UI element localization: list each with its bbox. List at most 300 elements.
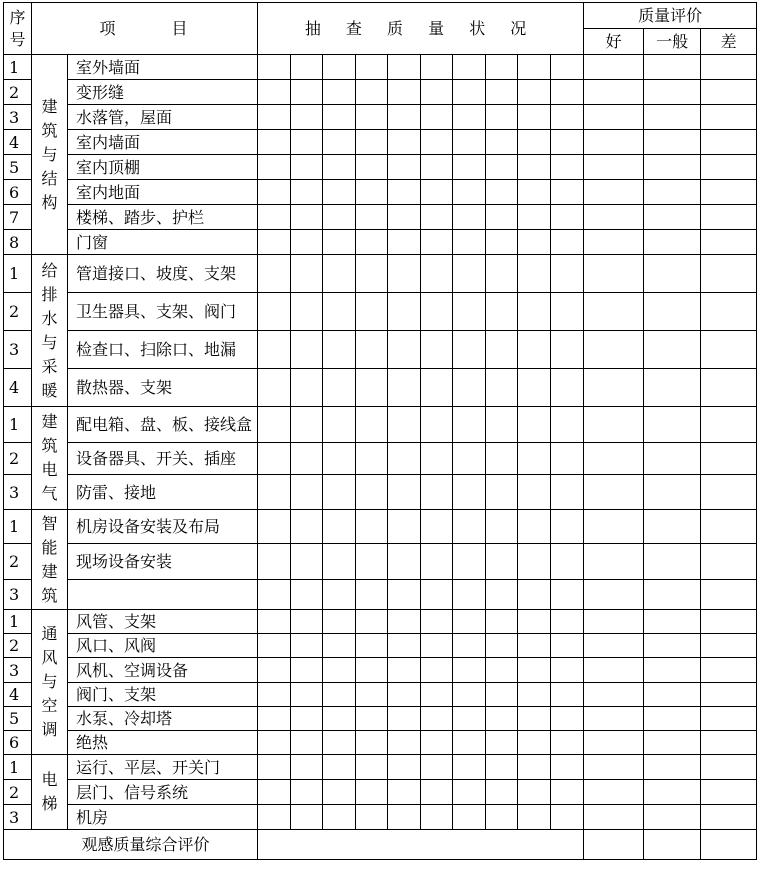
inspection-cell[interactable] <box>453 155 486 180</box>
inspection-cell[interactable] <box>453 634 486 658</box>
inspection-cell[interactable] <box>551 544 584 580</box>
inspection-cell[interactable] <box>453 544 486 580</box>
inspection-cell[interactable] <box>421 180 453 205</box>
inspection-cell[interactable] <box>486 544 518 580</box>
inspection-cell[interactable] <box>486 407 518 443</box>
inspection-cell[interactable] <box>388 293 421 331</box>
eval-poor-cell[interactable] <box>701 805 757 830</box>
inspection-cell[interactable] <box>453 580 486 610</box>
eval-poor-cell[interactable] <box>701 731 757 755</box>
inspection-cell[interactable] <box>291 780 323 805</box>
inspection-cell[interactable] <box>291 805 323 830</box>
inspection-cell[interactable] <box>518 331 551 369</box>
inspection-cell[interactable] <box>486 443 518 475</box>
inspection-cell[interactable] <box>323 580 356 610</box>
inspection-cell[interactable] <box>551 369 584 407</box>
inspection-cell[interactable] <box>258 510 291 544</box>
inspection-cell[interactable] <box>453 805 486 830</box>
inspection-cell[interactable] <box>453 407 486 443</box>
eval-average-cell[interactable] <box>644 205 701 230</box>
inspection-cell[interactable] <box>518 731 551 755</box>
inspection-cell[interactable] <box>388 105 421 130</box>
inspection-cell[interactable] <box>291 130 323 155</box>
eval-average-cell[interactable] <box>644 155 701 180</box>
inspection-cell[interactable] <box>291 205 323 230</box>
inspection-cell[interactable] <box>388 255 421 293</box>
inspection-cell[interactable] <box>258 443 291 475</box>
inspection-cell[interactable] <box>551 331 584 369</box>
inspection-cell[interactable] <box>388 580 421 610</box>
inspection-cell[interactable] <box>356 331 388 369</box>
inspection-cell[interactable] <box>486 805 518 830</box>
inspection-cell[interactable] <box>356 369 388 407</box>
inspection-cell[interactable] <box>258 55 291 80</box>
inspection-cell[interactable] <box>518 610 551 634</box>
inspection-cell[interactable] <box>388 230 421 255</box>
inspection-cell[interactable] <box>356 780 388 805</box>
inspection-cell[interactable] <box>421 407 453 443</box>
eval-poor-cell[interactable] <box>701 130 757 155</box>
eval-good-cell[interactable] <box>584 407 644 443</box>
inspection-cell[interactable] <box>258 369 291 407</box>
inspection-cell[interactable] <box>258 731 291 755</box>
eval-good-cell[interactable] <box>584 130 644 155</box>
inspection-cell[interactable] <box>258 205 291 230</box>
inspection-cell[interactable] <box>551 205 584 230</box>
inspection-cell[interactable] <box>421 610 453 634</box>
eval-average-cell[interactable] <box>644 731 701 755</box>
inspection-cell[interactable] <box>388 407 421 443</box>
eval-average-cell[interactable] <box>644 683 701 707</box>
inspection-cell[interactable] <box>388 634 421 658</box>
inspection-cell[interactable] <box>486 580 518 610</box>
inspection-cell[interactable] <box>486 610 518 634</box>
inspection-cell[interactable] <box>356 155 388 180</box>
eval-good-cell[interactable] <box>584 331 644 369</box>
inspection-cell[interactable] <box>356 80 388 105</box>
eval-good-cell[interactable] <box>584 683 644 707</box>
eval-average-cell[interactable] <box>644 610 701 634</box>
inspection-cell[interactable] <box>258 683 291 707</box>
inspection-cell[interactable] <box>453 707 486 731</box>
inspection-cell[interactable] <box>486 658 518 683</box>
inspection-cell[interactable] <box>258 580 291 610</box>
eval-average-cell[interactable] <box>644 105 701 130</box>
inspection-cell[interactable] <box>356 634 388 658</box>
inspection-cell[interactable] <box>323 331 356 369</box>
inspection-cell[interactable] <box>291 755 323 780</box>
eval-good-cell[interactable] <box>584 180 644 205</box>
inspection-cell[interactable] <box>486 155 518 180</box>
inspection-cell[interactable] <box>518 634 551 658</box>
inspection-cell[interactable] <box>551 580 584 610</box>
inspection-cell[interactable] <box>486 105 518 130</box>
inspection-cell[interactable] <box>486 80 518 105</box>
inspection-cell[interactable] <box>323 105 356 130</box>
eval-poor-cell[interactable] <box>701 407 757 443</box>
inspection-cell[interactable] <box>356 475 388 510</box>
eval-average-cell[interactable] <box>644 780 701 805</box>
eval-good-cell[interactable] <box>584 155 644 180</box>
summary-average-cell[interactable] <box>644 830 701 860</box>
summary-poor-cell[interactable] <box>701 830 757 860</box>
eval-good-cell[interactable] <box>584 755 644 780</box>
inspection-cell[interactable] <box>388 510 421 544</box>
eval-good-cell[interactable] <box>584 805 644 830</box>
inspection-cell[interactable] <box>388 155 421 180</box>
eval-poor-cell[interactable] <box>701 443 757 475</box>
inspection-cell[interactable] <box>453 369 486 407</box>
eval-poor-cell[interactable] <box>701 80 757 105</box>
inspection-cell[interactable] <box>323 707 356 731</box>
inspection-cell[interactable] <box>388 683 421 707</box>
inspection-cell[interactable] <box>486 731 518 755</box>
inspection-cell[interactable] <box>258 805 291 830</box>
eval-poor-cell[interactable] <box>701 510 757 544</box>
inspection-cell[interactable] <box>453 331 486 369</box>
inspection-cell[interactable] <box>551 755 584 780</box>
inspection-cell[interactable] <box>388 130 421 155</box>
inspection-cell[interactable] <box>518 683 551 707</box>
inspection-cell[interactable] <box>486 331 518 369</box>
inspection-cell[interactable] <box>551 731 584 755</box>
inspection-cell[interactable] <box>291 155 323 180</box>
eval-good-cell[interactable] <box>584 255 644 293</box>
inspection-cell[interactable] <box>518 443 551 475</box>
inspection-cell[interactable] <box>291 407 323 443</box>
inspection-cell[interactable] <box>486 707 518 731</box>
inspection-cell[interactable] <box>258 707 291 731</box>
inspection-cell[interactable] <box>291 634 323 658</box>
inspection-cell[interactable] <box>356 130 388 155</box>
inspection-cell[interactable] <box>291 80 323 105</box>
inspection-cell[interactable] <box>453 293 486 331</box>
inspection-cell[interactable] <box>551 155 584 180</box>
eval-good-cell[interactable] <box>584 105 644 130</box>
eval-average-cell[interactable] <box>644 475 701 510</box>
eval-average-cell[interactable] <box>644 707 701 731</box>
inspection-cell[interactable] <box>421 80 453 105</box>
eval-poor-cell[interactable] <box>701 780 757 805</box>
inspection-cell[interactable] <box>518 255 551 293</box>
inspection-cell[interactable] <box>258 255 291 293</box>
eval-good-cell[interactable] <box>584 510 644 544</box>
inspection-cell[interactable] <box>421 155 453 180</box>
inspection-cell[interactable] <box>421 707 453 731</box>
eval-average-cell[interactable] <box>644 255 701 293</box>
inspection-cell[interactable] <box>551 707 584 731</box>
inspection-cell[interactable] <box>421 369 453 407</box>
eval-good-cell[interactable] <box>584 369 644 407</box>
inspection-cell[interactable] <box>258 331 291 369</box>
inspection-cell[interactable] <box>421 755 453 780</box>
inspection-cell[interactable] <box>291 707 323 731</box>
eval-average-cell[interactable] <box>644 805 701 830</box>
inspection-cell[interactable] <box>453 610 486 634</box>
inspection-cell[interactable] <box>291 105 323 130</box>
inspection-cell[interactable] <box>356 105 388 130</box>
eval-poor-cell[interactable] <box>701 658 757 683</box>
inspection-cell[interactable] <box>551 610 584 634</box>
eval-average-cell[interactable] <box>644 658 701 683</box>
inspection-cell[interactable] <box>356 731 388 755</box>
inspection-cell[interactable] <box>453 683 486 707</box>
inspection-cell[interactable] <box>258 130 291 155</box>
summary-good-cell[interactable] <box>584 830 644 860</box>
inspection-cell[interactable] <box>518 658 551 683</box>
inspection-cell[interactable] <box>486 55 518 80</box>
inspection-cell[interactable] <box>388 180 421 205</box>
inspection-cell[interactable] <box>518 475 551 510</box>
inspection-cell[interactable] <box>323 255 356 293</box>
eval-good-cell[interactable] <box>584 80 644 105</box>
inspection-cell[interactable] <box>356 230 388 255</box>
eval-poor-cell[interactable] <box>701 55 757 80</box>
inspection-cell[interactable] <box>486 475 518 510</box>
inspection-cell[interactable] <box>258 293 291 331</box>
inspection-cell[interactable] <box>421 731 453 755</box>
inspection-cell[interactable] <box>323 180 356 205</box>
inspection-cell[interactable] <box>518 230 551 255</box>
inspection-cell[interactable] <box>323 683 356 707</box>
inspection-cell[interactable] <box>421 205 453 230</box>
inspection-cell[interactable] <box>551 443 584 475</box>
eval-poor-cell[interactable] <box>701 707 757 731</box>
inspection-cell[interactable] <box>518 544 551 580</box>
inspection-cell[interactable] <box>258 155 291 180</box>
inspection-cell[interactable] <box>421 331 453 369</box>
eval-good-cell[interactable] <box>584 658 644 683</box>
eval-average-cell[interactable] <box>644 407 701 443</box>
eval-poor-cell[interactable] <box>701 580 757 610</box>
inspection-cell[interactable] <box>518 180 551 205</box>
inspection-cell[interactable] <box>388 731 421 755</box>
inspection-cell[interactable] <box>323 755 356 780</box>
inspection-cell[interactable] <box>323 634 356 658</box>
eval-average-cell[interactable] <box>644 510 701 544</box>
inspection-cell[interactable] <box>551 634 584 658</box>
inspection-cell[interactable] <box>323 443 356 475</box>
inspection-cell[interactable] <box>258 755 291 780</box>
eval-good-cell[interactable] <box>584 205 644 230</box>
inspection-cell[interactable] <box>323 658 356 683</box>
inspection-cell[interactable] <box>323 510 356 544</box>
inspection-cell[interactable] <box>518 510 551 544</box>
inspection-cell[interactable] <box>453 180 486 205</box>
inspection-cell[interactable] <box>486 780 518 805</box>
inspection-cell[interactable] <box>551 230 584 255</box>
inspection-cell[interactable] <box>421 683 453 707</box>
inspection-cell[interactable] <box>551 105 584 130</box>
inspection-cell[interactable] <box>388 443 421 475</box>
inspection-cell[interactable] <box>551 475 584 510</box>
inspection-cell[interactable] <box>356 407 388 443</box>
inspection-cell[interactable] <box>453 255 486 293</box>
eval-average-cell[interactable] <box>644 544 701 580</box>
inspection-cell[interactable] <box>388 707 421 731</box>
eval-poor-cell[interactable] <box>701 331 757 369</box>
inspection-cell[interactable] <box>518 80 551 105</box>
inspection-cell[interactable] <box>551 780 584 805</box>
inspection-cell[interactable] <box>453 780 486 805</box>
eval-average-cell[interactable] <box>644 80 701 105</box>
inspection-cell[interactable] <box>486 293 518 331</box>
inspection-cell[interactable] <box>323 155 356 180</box>
inspection-cell[interactable] <box>551 130 584 155</box>
inspection-cell[interactable] <box>486 180 518 205</box>
inspection-cell[interactable] <box>258 780 291 805</box>
inspection-cell[interactable] <box>356 205 388 230</box>
inspection-cell[interactable] <box>356 544 388 580</box>
inspection-cell[interactable] <box>356 707 388 731</box>
inspection-cell[interactable] <box>486 230 518 255</box>
eval-good-cell[interactable] <box>584 230 644 255</box>
inspection-cell[interactable] <box>323 293 356 331</box>
inspection-cell[interactable] <box>356 293 388 331</box>
inspection-cell[interactable] <box>518 407 551 443</box>
inspection-cell[interactable] <box>258 658 291 683</box>
eval-good-cell[interactable] <box>584 293 644 331</box>
inspection-cell[interactable] <box>291 369 323 407</box>
inspection-cell[interactable] <box>486 255 518 293</box>
eval-poor-cell[interactable] <box>701 475 757 510</box>
eval-average-cell[interactable] <box>644 580 701 610</box>
inspection-cell[interactable] <box>486 755 518 780</box>
inspection-cell[interactable] <box>518 130 551 155</box>
inspection-cell[interactable] <box>551 55 584 80</box>
inspection-cell[interactable] <box>323 475 356 510</box>
inspection-cell[interactable] <box>258 230 291 255</box>
inspection-cell[interactable] <box>323 80 356 105</box>
inspection-cell[interactable] <box>356 805 388 830</box>
inspection-cell[interactable] <box>518 707 551 731</box>
eval-poor-cell[interactable] <box>701 634 757 658</box>
inspection-cell[interactable] <box>421 475 453 510</box>
inspection-cell[interactable] <box>291 683 323 707</box>
inspection-cell[interactable] <box>388 610 421 634</box>
inspection-cell[interactable] <box>421 805 453 830</box>
inspection-cell[interactable] <box>518 580 551 610</box>
inspection-cell[interactable] <box>421 580 453 610</box>
inspection-cell[interactable] <box>486 683 518 707</box>
eval-poor-cell[interactable] <box>701 755 757 780</box>
inspection-cell[interactable] <box>453 130 486 155</box>
inspection-cell[interactable] <box>486 510 518 544</box>
inspection-cell[interactable] <box>291 255 323 293</box>
inspection-cell[interactable] <box>323 610 356 634</box>
inspection-cell[interactable] <box>518 205 551 230</box>
inspection-cell[interactable] <box>518 105 551 130</box>
inspection-cell[interactable] <box>291 580 323 610</box>
inspection-cell[interactable] <box>453 230 486 255</box>
inspection-cell[interactable] <box>323 130 356 155</box>
eval-average-cell[interactable] <box>644 130 701 155</box>
eval-poor-cell[interactable] <box>701 544 757 580</box>
inspection-cell[interactable] <box>356 510 388 544</box>
inspection-cell[interactable] <box>453 658 486 683</box>
inspection-cell[interactable] <box>453 731 486 755</box>
inspection-cell[interactable] <box>518 369 551 407</box>
inspection-cell[interactable] <box>388 658 421 683</box>
inspection-cell[interactable] <box>421 293 453 331</box>
inspection-cell[interactable] <box>388 755 421 780</box>
inspection-cell[interactable] <box>356 443 388 475</box>
inspection-cell[interactable] <box>421 658 453 683</box>
eval-average-cell[interactable] <box>644 634 701 658</box>
eval-poor-cell[interactable] <box>701 683 757 707</box>
inspection-cell[interactable] <box>356 658 388 683</box>
inspection-cell[interactable] <box>356 610 388 634</box>
inspection-cell[interactable] <box>421 255 453 293</box>
inspection-cell[interactable] <box>421 105 453 130</box>
eval-average-cell[interactable] <box>644 55 701 80</box>
inspection-cell[interactable] <box>518 755 551 780</box>
eval-average-cell[interactable] <box>644 755 701 780</box>
inspection-cell[interactable] <box>453 755 486 780</box>
eval-poor-cell[interactable] <box>701 610 757 634</box>
inspection-cell[interactable] <box>323 205 356 230</box>
inspection-cell[interactable] <box>551 805 584 830</box>
inspection-cell[interactable] <box>486 205 518 230</box>
inspection-cell[interactable] <box>356 255 388 293</box>
inspection-cell[interactable] <box>323 544 356 580</box>
inspection-cell[interactable] <box>291 230 323 255</box>
inspection-cell[interactable] <box>291 475 323 510</box>
inspection-cell[interactable] <box>551 180 584 205</box>
inspection-cell[interactable] <box>421 55 453 80</box>
inspection-cell[interactable] <box>486 369 518 407</box>
inspection-cell[interactable] <box>421 130 453 155</box>
eval-poor-cell[interactable] <box>701 205 757 230</box>
eval-good-cell[interactable] <box>584 731 644 755</box>
inspection-cell[interactable] <box>453 55 486 80</box>
inspection-cell[interactable] <box>518 293 551 331</box>
inspection-cell[interactable] <box>291 331 323 369</box>
summary-value[interactable] <box>258 830 584 860</box>
eval-good-cell[interactable] <box>584 634 644 658</box>
inspection-cell[interactable] <box>356 580 388 610</box>
inspection-cell[interactable] <box>518 780 551 805</box>
eval-good-cell[interactable] <box>584 475 644 510</box>
inspection-cell[interactable] <box>453 475 486 510</box>
eval-poor-cell[interactable] <box>701 293 757 331</box>
inspection-cell[interactable] <box>551 407 584 443</box>
eval-average-cell[interactable] <box>644 230 701 255</box>
inspection-cell[interactable] <box>356 755 388 780</box>
inspection-cell[interactable] <box>258 610 291 634</box>
inspection-cell[interactable] <box>421 544 453 580</box>
inspection-cell[interactable] <box>258 407 291 443</box>
inspection-cell[interactable] <box>421 780 453 805</box>
eval-average-cell[interactable] <box>644 369 701 407</box>
inspection-cell[interactable] <box>388 544 421 580</box>
inspection-cell[interactable] <box>453 443 486 475</box>
inspection-cell[interactable] <box>258 105 291 130</box>
inspection-cell[interactable] <box>323 55 356 80</box>
inspection-cell[interactable] <box>258 544 291 580</box>
eval-good-cell[interactable] <box>584 55 644 80</box>
inspection-cell[interactable] <box>291 55 323 80</box>
inspection-cell[interactable] <box>551 80 584 105</box>
inspection-cell[interactable] <box>388 80 421 105</box>
inspection-cell[interactable] <box>388 475 421 510</box>
eval-good-cell[interactable] <box>584 610 644 634</box>
eval-poor-cell[interactable] <box>701 180 757 205</box>
inspection-cell[interactable] <box>551 658 584 683</box>
inspection-cell[interactable] <box>258 80 291 105</box>
inspection-cell[interactable] <box>323 780 356 805</box>
inspection-cell[interactable] <box>291 610 323 634</box>
